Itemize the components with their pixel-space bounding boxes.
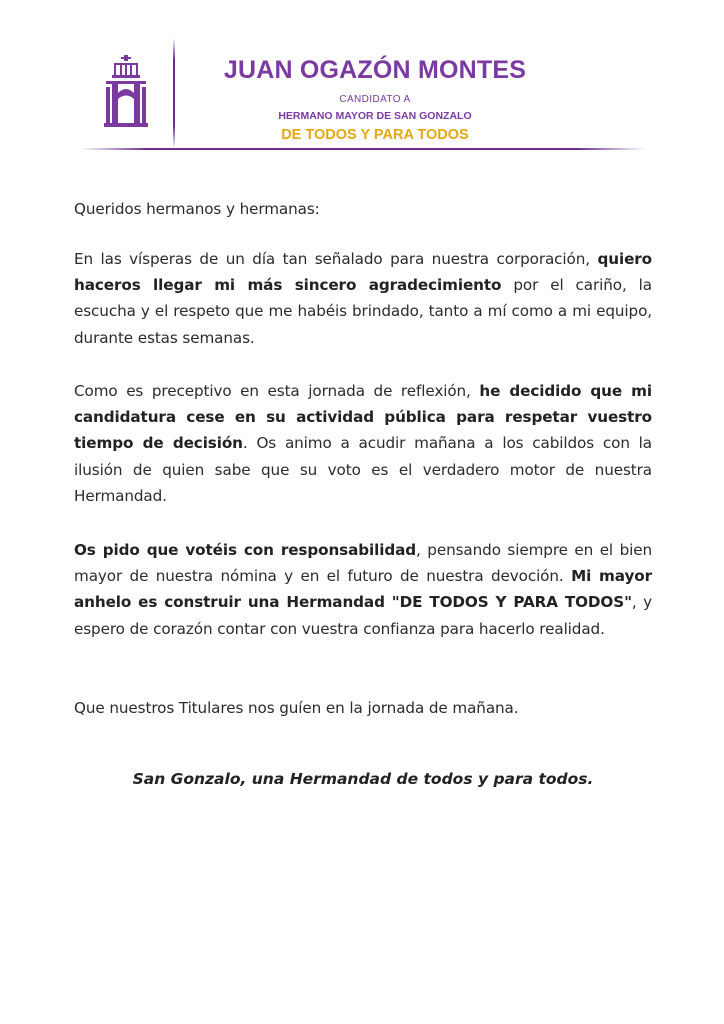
paragraph-vote [74, 537, 652, 642]
paragraph-blessing: Que nuestros Titulares nos guíen en la jornada de mañana. [74, 699, 519, 717]
candidate-name: JUAN OGAZÓN MONTES [223, 56, 527, 84]
text: , pensando siempre en el bien mayor de nuestra nómina y en el futuro de nuestra devoción. [74, 541, 653, 586]
church-facade-icon [104, 55, 148, 127]
header-divider-horizontal [80, 148, 645, 150]
emphasis: quiero haceros llegar mi más sincero agradecimiento [74, 250, 652, 295]
candidate-label: CANDIDATO A [339, 94, 411, 105]
text: Como es preceptivo en esta jornada de reflexión, [74, 382, 480, 400]
text: En las vísperas de un día tan señalado para nuestra corporación, [74, 250, 598, 268]
letter-greeting: Queridos hermanos y hermanas: [74, 200, 320, 218]
emphasis: Mi mayor anhelo es construir una Hermandad "DE TODOS Y PARA TODOS" [74, 567, 652, 612]
emphasis: he decidido que mi candidatura cese en su actividad pública para respetar vuestro tiempo de decisión [74, 382, 652, 453]
emphasis: Os pido que votéis con responsabilidad [74, 541, 417, 559]
text: . Os animo a acudir mañana a los cabildos con la ilusión de quien sabe que su voto es el verdadero motor de nuestra Hermandad. [74, 434, 652, 505]
campaign-slogan: DE TODOS Y PARA TODOS [281, 127, 469, 143]
text: por el cariño, la escucha y el respeto que me habéis brindado, tanto a mí como a mi equipo, durante estas semanas. [74, 276, 652, 347]
paragraph-reflection [74, 378, 652, 509]
paragraph-gratitude [74, 246, 652, 351]
closing-motto: San Gonzalo, una Hermandad de todos y para todos. [132, 770, 594, 788]
candidate-role: HERMANO MAYOR DE SAN GONZALO [278, 110, 472, 122]
text: , y espero de corazón contar con vuestra confianza para hacerlo realidad. [74, 593, 652, 638]
